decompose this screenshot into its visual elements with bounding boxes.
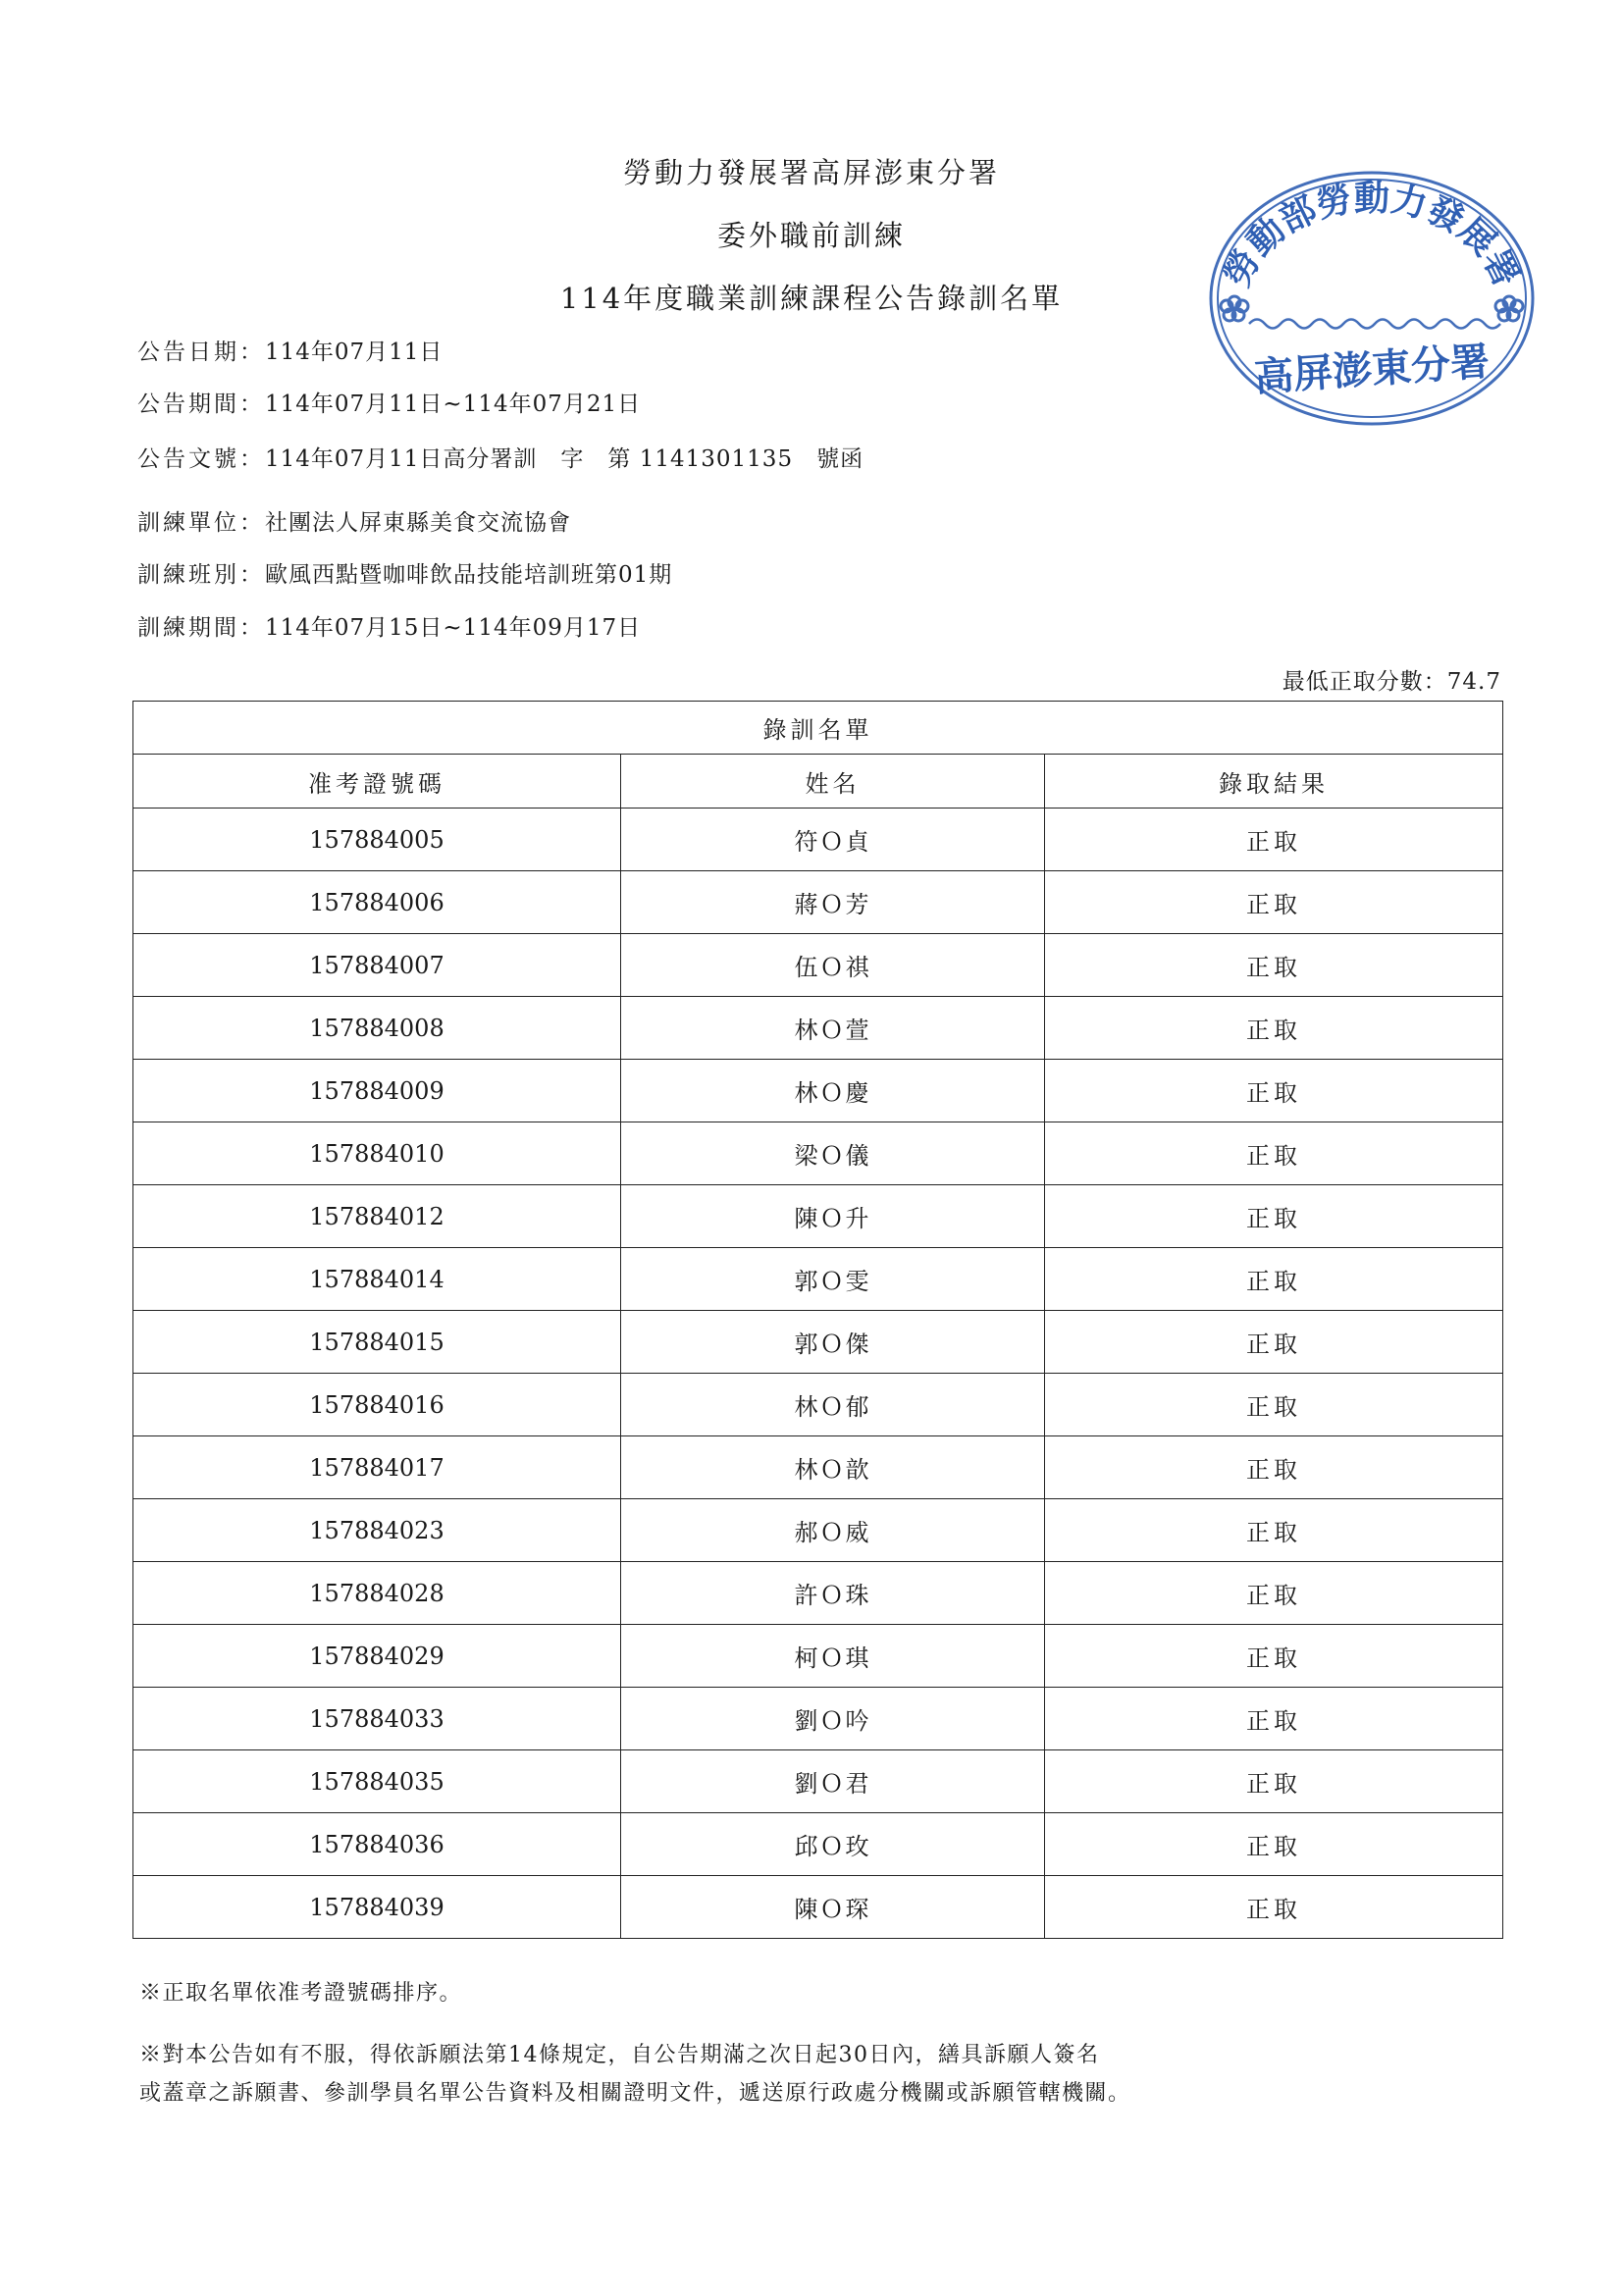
announce-period-value: 114年07月11日~114年07月21日 [265,391,642,417]
table-row [133,997,1503,1060]
cell-result: 正取 [1045,1248,1503,1311]
cell-result: 正取 [1045,1750,1503,1813]
training-period-label: 訓練期間： [137,615,265,641]
announce-date-label: 公告日期： [137,339,265,365]
cell-name: 柯Ｏ琪 [621,1625,1045,1688]
cell-name: 陳Ｏ琛 [621,1876,1045,1939]
cell-exam-id: 157884033 [133,1688,621,1750]
cell-exam-id: 157884008 [133,997,621,1060]
training-class-value: 歐風西點暨咖啡飲品技能培訓班第01期 [265,562,673,588]
cell-exam-id: 157884029 [133,1625,621,1688]
table-row [133,1750,1503,1813]
cell-exam-id: 157884005 [133,809,621,871]
cell-exam-id: 157884016 [133,1374,621,1436]
admission-table [132,701,1503,1939]
doc-number-label: 公告文號： [137,446,265,472]
announce-period [137,386,641,418]
cell-name: 林Ｏ萱 [621,997,1045,1060]
cell-name: 陳Ｏ升 [621,1185,1045,1248]
stamp-bottom-text: 高屏澎東分署 [1252,338,1492,401]
flower-icon-left [1221,296,1248,321]
min-score-value: 74.7 [1446,669,1501,695]
column-header-name: 姓名 [621,755,1045,809]
cell-exam-id: 157884035 [133,1750,621,1813]
cell-result: 正取 [1045,1688,1503,1750]
table-body [133,809,1503,1939]
cell-name: 林Ｏ歆 [621,1436,1045,1499]
cell-name: 符Ｏ貞 [621,809,1045,871]
table-row [133,1060,1503,1122]
table-row [133,871,1503,934]
table-row [133,1562,1503,1625]
table-row [133,1185,1503,1248]
cell-name: 邱Ｏ玫 [621,1813,1045,1876]
training-unit-label: 訓練單位： [137,510,265,536]
cell-exam-id: 157884039 [133,1876,621,1939]
cell-name: 林Ｏ慶 [621,1060,1045,1122]
cell-result: 正取 [1045,1060,1503,1122]
min-score [1283,663,1501,696]
cell-result: 正取 [1045,1625,1503,1688]
table-row [133,934,1503,997]
training-unit-value: 社團法人屏東縣美食交流協會 [265,510,571,536]
cell-exam-id: 157884036 [133,1813,621,1876]
cell-result: 正取 [1045,1876,1503,1939]
cell-name: 郭Ｏ傑 [621,1311,1045,1374]
cell-exam-id: 157884015 [133,1311,621,1374]
note-appeal-line1: ※對本公告如有不服，得依訴願法第14條規定，自公告期滿之次日起30日內，繕具訴願人簽名 [139,2043,1100,2067]
cell-exam-id: 157884010 [133,1122,621,1185]
training-class [137,556,672,589]
cell-exam-id: 157884007 [133,934,621,997]
training-unit [137,504,571,537]
svg-text:勞動部勞動力發展署 [1216,178,1527,293]
cell-result: 正取 [1045,1122,1503,1185]
cell-exam-id: 157884009 [133,1060,621,1122]
stamp-top-text: 勞動部勞動力發展署 [1216,177,1528,293]
cell-result: 正取 [1045,1185,1503,1248]
table-row [133,1311,1503,1374]
document-title: 114年度職業訓練課程公告錄訓名單 [559,282,1064,315]
table-row [133,1688,1503,1750]
cell-name: 劉Ｏ吟 [621,1688,1045,1750]
official-seal-stamp [1205,167,1539,430]
table-row [133,1248,1503,1311]
table-row [133,809,1503,871]
column-header-result: 錄取結果 [1045,755,1503,809]
cell-exam-id: 157884012 [133,1185,621,1248]
cell-result: 正取 [1045,1499,1503,1562]
table-row [133,1876,1503,1939]
cell-exam-id: 157884028 [133,1562,621,1625]
cell-result: 正取 [1045,934,1503,997]
cell-result: 正取 [1045,1813,1503,1876]
table-row [133,1499,1503,1562]
cell-exam-id: 157884017 [133,1436,621,1499]
cell-name: 伍Ｏ祺 [621,934,1045,997]
cell-result: 正取 [1045,1311,1503,1374]
table-row [133,1813,1503,1876]
announce-date [137,334,443,366]
flower-icon-right [1495,296,1523,321]
column-header-id: 准考證號碼 [133,755,621,809]
cell-result: 正取 [1045,809,1503,871]
training-period [137,609,641,642]
program-title: 委外職前訓練 [716,219,906,252]
cell-name: 蔣Ｏ芳 [621,871,1045,934]
table-row [133,1436,1503,1499]
cell-exam-id: 157884023 [133,1499,621,1562]
agency-title: 勞動力發展署高屏澎東分署 [622,156,1000,189]
cell-name: 林Ｏ郁 [621,1374,1045,1436]
announce-date-value: 114年07月11日 [265,339,444,365]
doc-number [137,441,864,473]
cell-exam-id: 157884006 [133,871,621,934]
table-caption: 錄訓名單 [133,702,1503,755]
cell-name: 郭Ｏ雯 [621,1248,1045,1311]
announce-period-label: 公告期間： [137,391,265,417]
cell-name: 許Ｏ珠 [621,1562,1045,1625]
training-period-value: 114年07月15日~114年09月17日 [265,615,642,641]
cell-exam-id: 157884014 [133,1248,621,1311]
table-row [133,1122,1503,1185]
training-class-label: 訓練班別： [137,562,265,588]
note-sort-order: ※正取名單依准考證號碼排序。 [139,1981,463,2006]
cell-result: 正取 [1045,871,1503,934]
cell-name: 劉Ｏ君 [621,1750,1045,1813]
table-row [133,1625,1503,1688]
doc-number-value: 114年07月11日高分署訓 字 第 1141301135 號函 [265,446,864,472]
cell-name: 梁Ｏ儀 [621,1122,1045,1185]
cell-result: 正取 [1045,997,1503,1060]
note-appeal-line2: 或蓋章之訴願書、參訓學員名單公告資料及相關證明文件，遞送原行政處分機關或訴願管轄機關。 [139,2081,1131,2106]
cell-result: 正取 [1045,1374,1503,1436]
cell-result: 正取 [1045,1562,1503,1625]
cell-name: 郝Ｏ威 [621,1499,1045,1562]
min-score-label: 最低正取分數： [1282,669,1447,695]
cell-result: 正取 [1045,1436,1503,1499]
table-row [133,1374,1503,1436]
